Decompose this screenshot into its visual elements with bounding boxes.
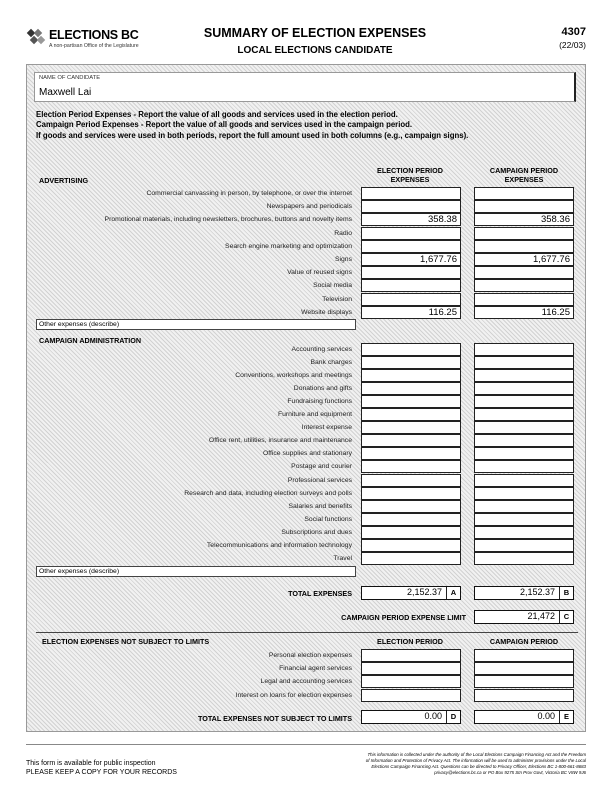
advertising-election-field[interactable]: [361, 293, 461, 306]
administration-election-field[interactable]: [361, 552, 461, 565]
administration-row-label: Furniture and equipment: [277, 411, 352, 419]
logo-tagline: A non-partisan Office of the Legislature: [49, 43, 139, 49]
form-version: (22/03): [559, 40, 586, 50]
administration-row-label: Social functions: [304, 515, 352, 523]
not-subject-campaign-total-value: 0.00: [537, 711, 555, 721]
administration-other-label: Other expenses (describe): [39, 568, 120, 575]
expense-limit-box[interactable]: [474, 610, 574, 624]
administration-row-label: Postage and courier: [291, 463, 352, 471]
administration-campaign-field[interactable]: [474, 434, 574, 447]
not-subject-election-total-box[interactable]: [361, 710, 461, 724]
advertising-campaign-field[interactable]: 358.36: [474, 213, 574, 226]
not-subject-campaign-field[interactable]: [474, 675, 574, 688]
advertising-row-label: Value of reused signs: [287, 269, 352, 277]
instruction-campaign: Campaign Period Expenses - Report the value of all goods and services used in the campaign period.: [36, 120, 413, 130]
administration-campaign-field[interactable]: [474, 382, 574, 395]
not-subject-election-field[interactable]: [361, 689, 461, 702]
advertising-other-field[interactable]: [36, 319, 356, 330]
administration-election-field[interactable]: [361, 487, 461, 500]
administration-election-field[interactable]: [361, 356, 461, 369]
administration-election-field[interactable]: [361, 382, 461, 395]
not-subject-header-election: ELECTION PERIOD: [377, 637, 443, 646]
not-subject-total-label: TOTAL EXPENSES NOT SUBJECT TO LIMITS: [197, 714, 352, 723]
advertising-row-label: Website displays: [301, 308, 352, 316]
candidate-name-field[interactable]: [34, 72, 576, 102]
administration-campaign-field[interactable]: [474, 421, 574, 434]
administration-election-field[interactable]: [361, 369, 461, 382]
privacy-line: Elections Campaign Financing Act. Questions can be directed to Privacy Officer, Elections BC 1-800-661-8683: [371, 764, 586, 769]
advertising-row-label: Television: [322, 295, 352, 303]
administration-campaign-field[interactable]: [474, 487, 574, 500]
footer-privacy-notice: [306, 752, 586, 776]
administration-row-label: Research and data, including election surveys and polls: [184, 489, 352, 497]
advertising-row-label: Newspapers and periodicals: [266, 203, 352, 211]
section-title-not-subject: ELECTION EXPENSES NOT SUBJECT TO LIMITS: [42, 637, 210, 646]
divider-not-subject: [36, 632, 578, 633]
elections-bc-logo-icon: [26, 28, 48, 48]
administration-election-field[interactable]: [361, 421, 461, 434]
administration-campaign-field[interactable]: [474, 395, 574, 408]
advertising-campaign-field[interactable]: 1,677.76: [474, 253, 574, 266]
instruction-both: If goods and services were used in both periods, report the full amount used in both columns (e.g., campaign signs).: [36, 130, 469, 140]
expense-limit-letter: C: [559, 611, 573, 623]
not-subject-election-field[interactable]: [361, 649, 461, 662]
administration-row-label: Office supplies and stationary: [262, 450, 352, 458]
administration-campaign-field[interactable]: [474, 474, 574, 487]
administration-election-field[interactable]: [361, 474, 461, 487]
total-campaign-box[interactable]: [474, 586, 574, 600]
administration-election-field[interactable]: [361, 460, 461, 473]
administration-campaign-field[interactable]: [474, 526, 574, 539]
advertising-election-field[interactable]: [361, 279, 461, 292]
section-title-administration: CAMPAIGN ADMINISTRATION: [39, 336, 142, 345]
not-subject-row-label: Financial agent services: [279, 665, 352, 673]
administration-campaign-field[interactable]: [474, 369, 574, 382]
administration-election-field[interactable]: [361, 500, 461, 513]
advertising-election-field[interactable]: [361, 240, 461, 253]
administration-campaign-field[interactable]: [474, 343, 574, 356]
administration-election-field[interactable]: [361, 539, 461, 552]
advertising-election-field[interactable]: [361, 227, 461, 240]
privacy-line: This information is collected under the authority of the Local Elections Campaign Financing Act and the Freedom: [367, 752, 586, 757]
section-title-advertising: ADVERTISING: [39, 176, 89, 185]
administration-row-label: Telecommunications and information technology: [206, 541, 352, 549]
administration-campaign-field[interactable]: [474, 447, 574, 460]
form-subtitle: LOCAL ELECTIONS CANDIDATE: [237, 45, 393, 56]
administration-row-label: Travel: [333, 554, 352, 562]
advertising-row-label: Radio: [334, 229, 352, 237]
total-expenses-label: TOTAL EXPENSES: [288, 589, 352, 598]
not-subject-campaign-letter: E: [559, 711, 573, 723]
form-title: SUMMARY OF ELECTION EXPENSES: [203, 26, 427, 40]
administration-campaign-field[interactable]: [474, 500, 574, 513]
advertising-row-label: Signs: [334, 256, 352, 263]
administration-row-label: Conventions, workshops and meetings: [235, 372, 352, 380]
advertising-campaign-field[interactable]: [474, 200, 574, 213]
expense-limit-label: CAMPAIGN PERIOD EXPENSE LIMIT: [341, 613, 466, 622]
footer-copy-note: PLEASE KEEP A COPY FOR YOUR RECORDS: [26, 769, 177, 776]
advertising-campaign-field[interactable]: [474, 293, 574, 306]
administration-election-field[interactable]: [361, 513, 461, 526]
advertising-campaign-field[interactable]: [474, 279, 574, 292]
privacy-line: of Information and Protection of Privacy Act. The information will be used to administer provisions under the Local: [365, 758, 586, 763]
logo-text: ELECTIONS BC: [49, 28, 139, 42]
not-subject-election-field[interactable]: [361, 662, 461, 675]
administration-row-label: Professional services: [287, 476, 352, 484]
footer-divider: [26, 744, 586, 745]
privacy-line: privacy@elections.bc.ca or PO Box 9275 Stn Prov Govt, Victoria BC V8W 9J6: [434, 770, 586, 775]
total-election-letter: A: [446, 587, 460, 599]
total-election-box[interactable]: [361, 586, 461, 600]
advertising-row-label: Social media: [313, 282, 352, 290]
not-subject-row-label: Interest on loans for election expenses: [235, 691, 352, 699]
administration-row-label: Salaries and benefits: [288, 502, 352, 510]
advertising-election-field[interactable]: [361, 200, 461, 213]
not-subject-campaign-field[interactable]: [474, 649, 574, 662]
advertising-campaign-field[interactable]: [474, 227, 574, 240]
advertising-campaign-field[interactable]: [474, 266, 574, 279]
not-subject-election-total-value: 0.00: [424, 711, 442, 721]
candidate-name-value: Maxwell Lai: [39, 87, 92, 98]
footer-public-note: This form is available for public inspection: [26, 760, 156, 767]
advertising-campaign-field[interactable]: [474, 240, 574, 253]
advertising-election-field[interactable]: 1,677.76: [361, 253, 461, 266]
advertising-other-label: Other expenses (describe): [39, 321, 120, 328]
administration-row-label: Subscriptions and dues: [281, 528, 352, 536]
total-election-value: 2,152.37: [406, 587, 442, 597]
not-subject-election-field[interactable]: [361, 675, 461, 688]
administration-election-field[interactable]: [361, 434, 461, 447]
administration-other-field[interactable]: [36, 566, 356, 577]
administration-row-label: Office rent, utilities, insurance and maintenance: [208, 437, 352, 445]
administration-campaign-field[interactable]: [474, 552, 574, 565]
advertising-row-label: Commercial canvassing in person, by telephone, or over the internet: [146, 190, 352, 197]
administration-campaign-field[interactable]: [474, 513, 574, 526]
administration-election-field[interactable]: [361, 447, 461, 460]
total-campaign-value: 2,152.37: [519, 587, 555, 597]
administration-row-label: Interest expense: [301, 424, 352, 432]
not-subject-campaign-total-box[interactable]: [474, 710, 574, 724]
administration-election-field[interactable]: [361, 526, 461, 539]
administration-election-field[interactable]: [361, 343, 461, 356]
not-subject-campaign-field[interactable]: [474, 662, 574, 675]
administration-campaign-field[interactable]: [474, 539, 574, 552]
advertising-election-field[interactable]: 116.25: [361, 306, 461, 319]
not-subject-row-label: Legal and accounting services: [260, 678, 352, 686]
column-header-campaign: CAMPAIGN PERIOD EXPENSES: [489, 166, 559, 184]
candidate-name-label: NAME OF CANDIDATE: [39, 75, 101, 81]
not-subject-election-letter: D: [446, 711, 460, 723]
form-number: 4307: [561, 26, 586, 38]
advertising-row-label: Search engine marketing and optimization: [225, 242, 352, 250]
logo: [26, 26, 176, 56]
administration-election-field[interactable]: [361, 408, 461, 421]
instruction-election: Election Period Expenses - Report the value of all goods and services used in the election period.: [36, 110, 398, 119]
advertising-campaign-field[interactable]: [474, 187, 574, 200]
administration-row-label: Donations and gifts: [293, 385, 352, 393]
not-subject-campaign-field[interactable]: [474, 689, 574, 702]
advertising-election-field[interactable]: [361, 187, 461, 200]
advertising-campaign-field[interactable]: 116.25: [474, 306, 574, 319]
administration-campaign-field[interactable]: [474, 408, 574, 421]
instructions: [36, 110, 581, 141]
advertising-election-field[interactable]: 358.38: [361, 213, 461, 226]
administration-campaign-field[interactable]: [474, 460, 574, 473]
expense-limit-value: 21,472: [527, 611, 555, 621]
advertising-row-label: Promotional materials, including newsletters, brochures, buttons and novelty items: [104, 216, 352, 224]
administration-election-field[interactable]: [361, 395, 461, 408]
not-subject-header-campaign: CAMPAIGN PERIOD: [489, 637, 559, 646]
administration-row-label: Bank charges: [310, 359, 352, 367]
column-header-election: ELECTION PERIOD EXPENSES: [377, 166, 443, 184]
advertising-election-field[interactable]: [361, 266, 461, 279]
not-subject-row-label: Personal election expenses: [268, 652, 352, 659]
total-campaign-letter: B: [559, 587, 573, 599]
administration-row-label: Fundraising functions: [287, 398, 352, 406]
administration-campaign-field[interactable]: [474, 356, 574, 369]
administration-row-label: Accounting services: [291, 346, 352, 353]
